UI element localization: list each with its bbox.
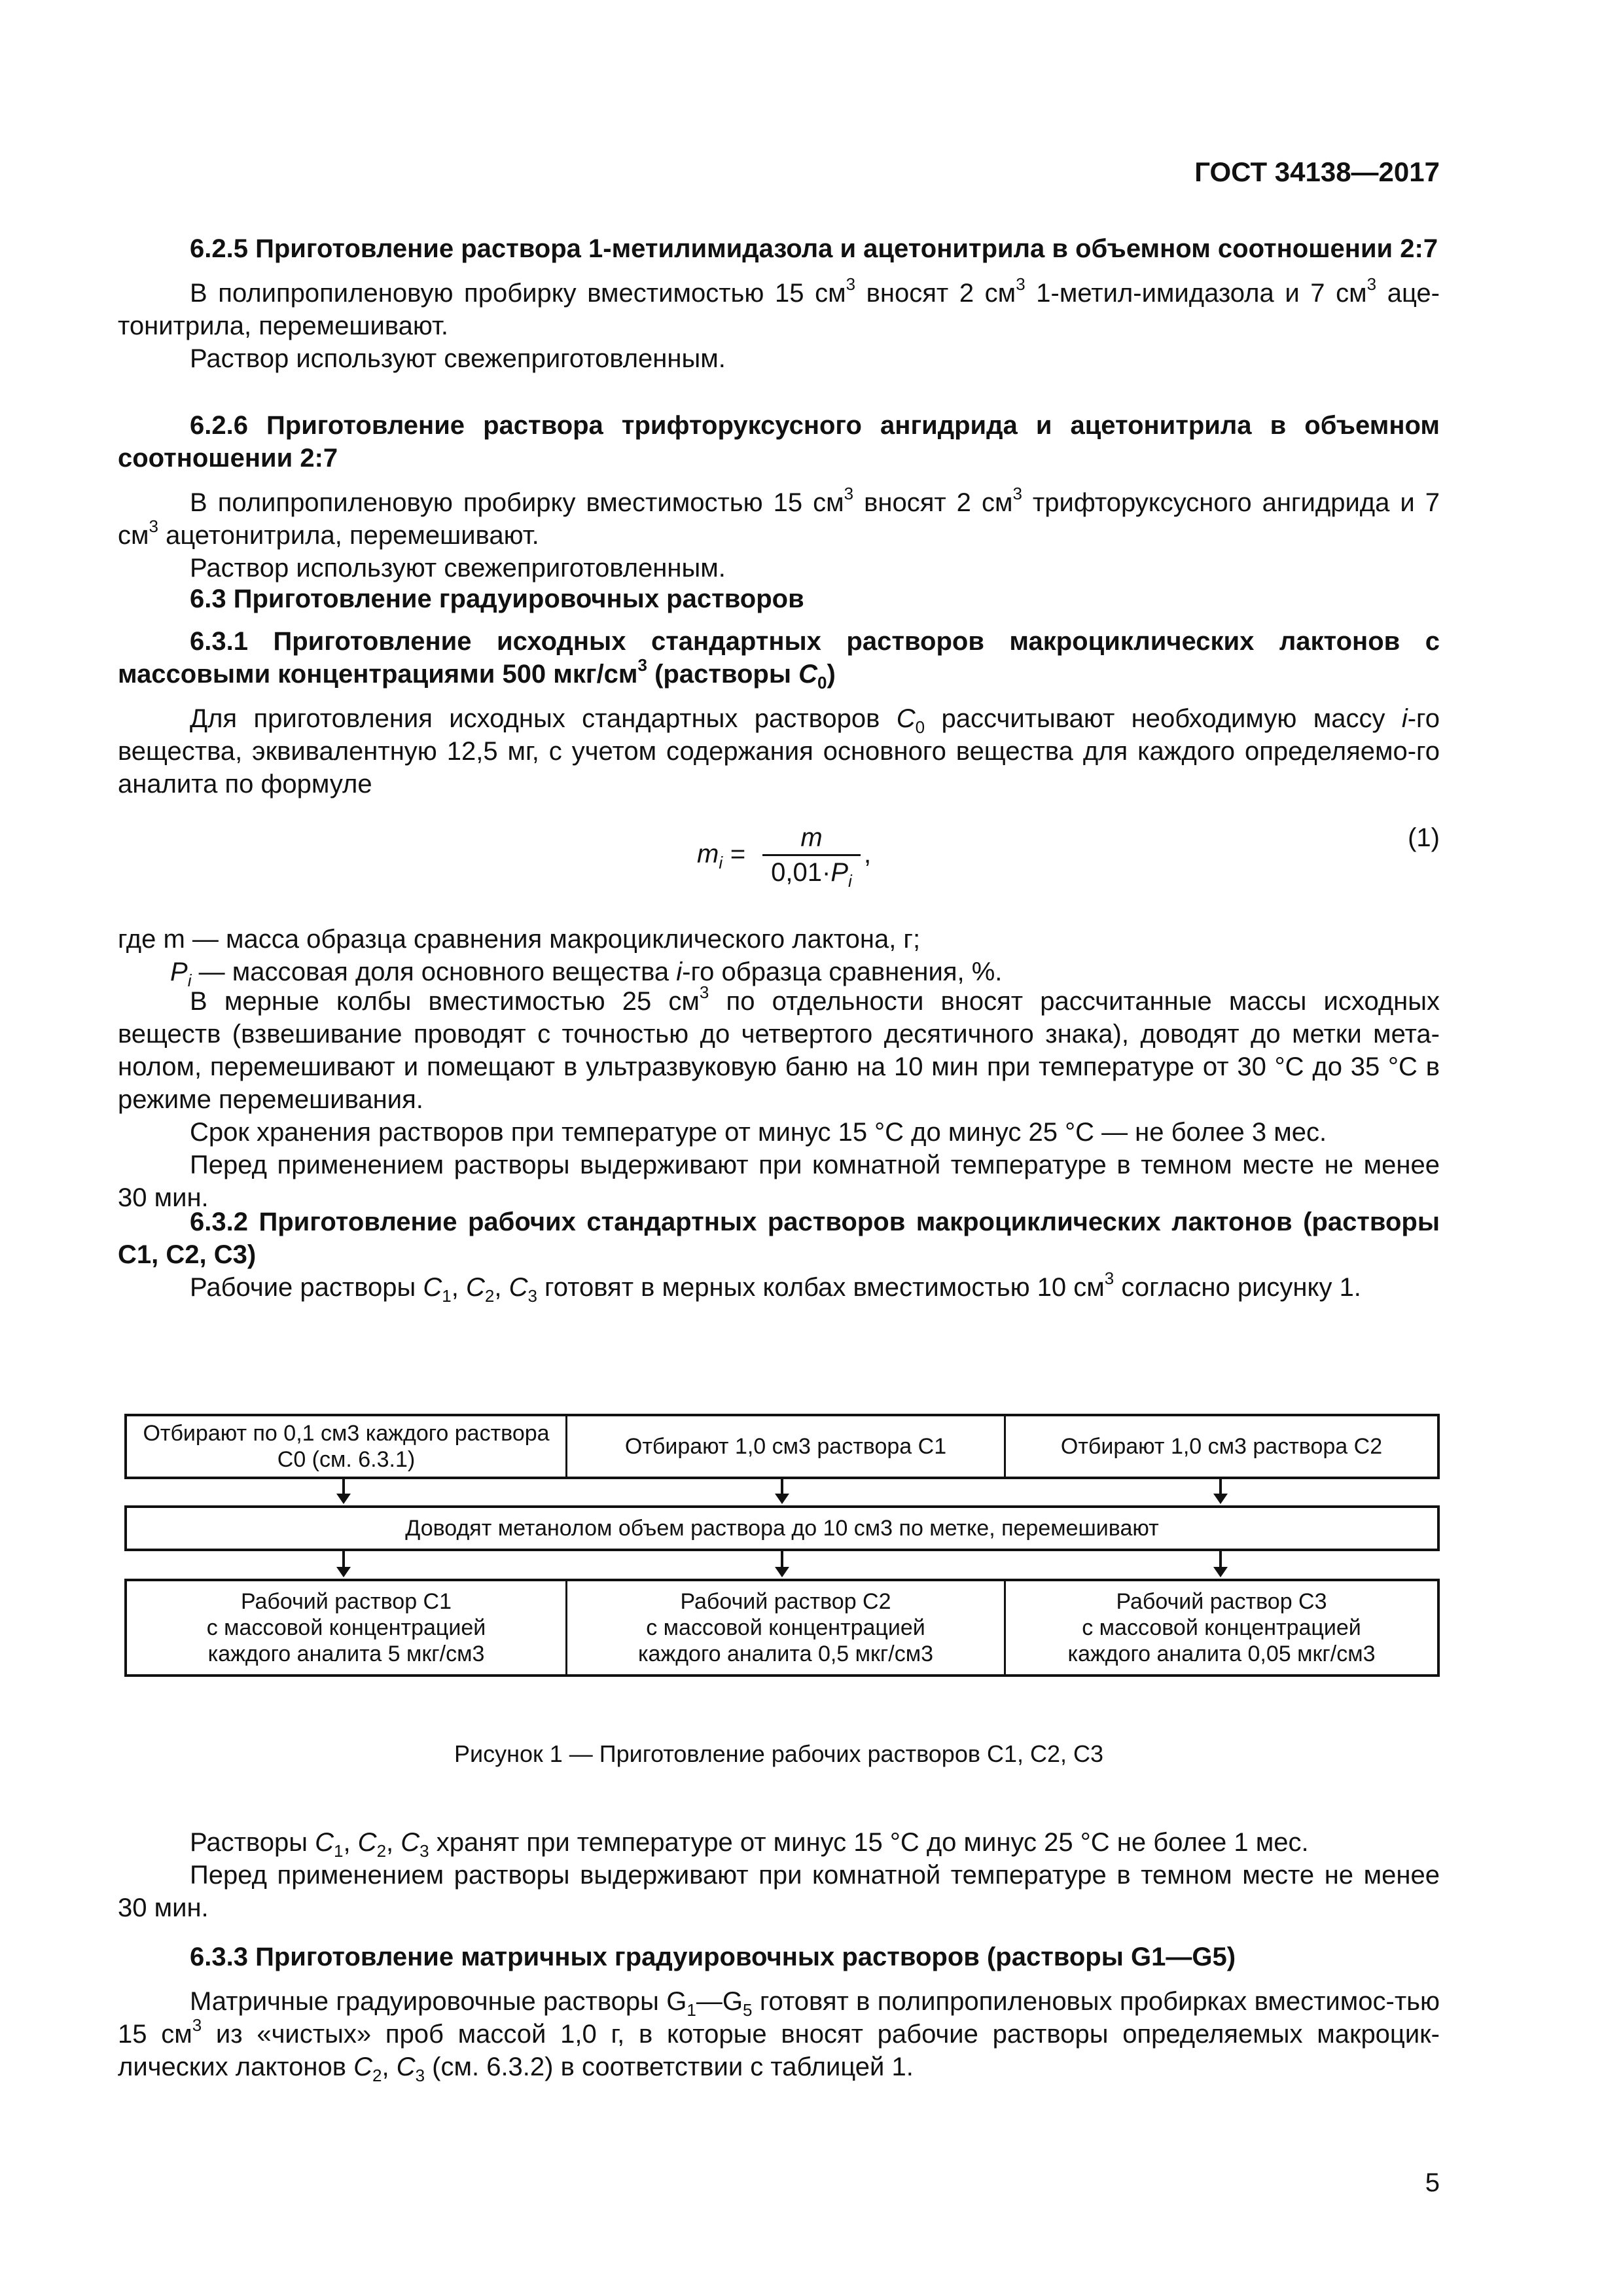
section-6-3-2 — [118, 1206, 1440, 1304]
figure-1-flowchart — [124, 1414, 1440, 1689]
arrow-down — [1219, 1479, 1222, 1496]
section-6-3-1-before-use: Перед применением растворы выдерживают при комнатной температуре в темном месте не менее 30 мин. — [118, 1151, 1440, 1212]
arrow-down — [781, 1551, 783, 1570]
formula-fraction: m $0,01\cdot P_i$ — [762, 821, 861, 889]
arrow-down — [342, 1479, 345, 1496]
section-6-3-1-intro: Для приготовления исходных стандартных растворов $C_0$ рассчитывают необходимую массу i-го вещества, эквивалентную 12,5 мг, с учетом содержания основного вещества для каждого определяемо-го аналита по формуле — [118, 704, 1440, 798]
section-6-3-3-title: 6.3.3 Приготовление матричных градуировочных растворов (растворы G1—G5) — [190, 1943, 1236, 1971]
arrow-down — [342, 1551, 345, 1570]
section-6-2-6-title: 6.2.6 Приготовление раствора трифторуксусного ангидрида и ацетонитрила в объемном соотношении 2:7 — [118, 411, 1440, 473]
take-c2-box: Отбирают 1,0 см3 раствора C2 — [1004, 1416, 1437, 1477]
figure-caption: Рисунок 1 — Приготовление рабочих растворов C1, C2, C3 — [454, 1740, 1104, 1767]
before-use-note: Перед применением растворы выдерживают при комнатной температуре в темном месте не менее 30 мин. — [118, 1861, 1440, 1922]
arrow-down — [1219, 1551, 1222, 1570]
row-take-aliquots — [124, 1414, 1440, 1479]
section-6-2-5-note: Раствор используют свежеприготовленным. — [190, 344, 726, 373]
section-6-2-6-note: Раствор используют свежеприготовленным. — [190, 554, 726, 583]
section-6-2-6-text: В полипропиленовую пробирку вместимостью 15 $см^3$ вносят 2 $см^3$ трифторуксусного ангидрида и 7 $см^3$ ацетонитрила, перемешивают. — [118, 483, 1440, 550]
formula-lhs: $m_i$ = — [697, 840, 745, 872]
section-6-3-1-flasks: В мерные колбы вместимостью 25 $см^3$ по отдельности вносят рассчитанные массы исходных веществ (взвешивание проводят с точностью до четвертого десятичного знака), доводят до метки мета-нолом, перемешивают и помещают в ультразвуковую баню на 10 мин при температуре от 30 °С до 35 °С в режиме перемешивания. — [118, 982, 1440, 1114]
take-c1-box: Отбирают 1,0 см3 раствора C1 — [565, 1416, 1004, 1477]
document-code: ГОСТ 34138—2017 — [1194, 156, 1440, 187]
section-6-3-1-title: 6.3.1 Приготовление исходных стандартных растворов макроциклических лактонов с массовыми концентрациями 500 мкг/$см^3$ (растворы $C_0$) — [118, 627, 1440, 692]
section-6-2-5-text: В полипропиленовую пробирку вместимостью 15 $см^3$ вносят 2 $см^3$ 1-метил-имидазола и 7 $см^3$ аце-тонитрила, перемешивают. — [118, 274, 1440, 340]
section-6-3-1 — [118, 625, 1440, 800]
arrow-down — [781, 1479, 783, 1496]
legend-m: где m — масса образца сравнения макроциклического лактона, г; — [118, 925, 921, 954]
section-6-3-title: 6.3 Приготовление градуировочных растворов — [190, 584, 804, 613]
dilute-methanol-box: Доводят метанолом объем раствора до 10 см3 по метке, перемешивают — [124, 1505, 1440, 1551]
document-page: ГОСТ 34138—2017 6.2.5 Приготовление раствора 1-метилимидазола и ацетонитрила в объемном соотношении 2:7 В полипропиленовую пробирку вместимостью 15 $см^3$ вносят 2 $см^3$ 1-метил-имидазола и 7 $см^3$ аце-тонитрила, перемешивают. Раствор используют свежеприготовленным. 6.2.6 Приготовление раствора трифторуксусного ангидрида и ацетонитрила в объемном соотношении 2:7 В полипропиленовую пробирку вместимостью 15 $см^3$ вносят 2 $см^3$ трифторуксусного ангидрида и 7 $см^3$ ацетонитрила, перемешивают. Раствор используют свежеприготовленным. 6.3 Приготовление градуировочных растворов 6.3.1 Приготовление исходных стандартных растворов макроциклических лактонов с массовыми концентрациями 500 мкг/$см^3$ (растворы $C_0$) Для приготовления исходных стандартных растворов $C_0$ рассчитывают необходимую массу i-го вещества, эквивалентную 12,5 мг, с учетом содержания основного вещества для каждого определяемо-го аналита по формуле $m_i$ = m $0,01\cdot P_i$ , (1) где m — масса образца сравнения макроциклического лактона, г; $P_i$ — массовая доля основного вещества i-го образца сравнения, %. В мерные колбы вместимостью 25 $см^3$ по отдельности вносят рассчитанные массы исходных веществ (взвешивание проводят с точностью до четвертого десятичного знака), доводят до метки мета-нолом, перемешивают и помещают в ультразвуковую баню на 10 мин при температуре от 30 °С до 35 °С в режиме перемешивания. Срок хранения растворов при температуре от минус 15 °С до минус 25 °С — не более 3 мес. Перед применением растворы выдерживают при комнатной температуре в темном месте не менее 30 мин. 6.3.2 Приготовление рабочих стандартных растворов макроциклических лактонов (растворы C1, C2, C3) Рабочие растворы $C_1$, $C_2$, $C_3$ готовят в мерных колбах вместимостью 10 $см^3$ согласно рисунку 1. Отбирают по 0,1 см3 каждого раствора C0 (см. 6.3.1) Отбирают 1,0 см3 раствора C1 Отбирают 1,0 см3 раствора C2 Доводят метанолом объем раствора до 10 см3 по метке, перемешивают Рабочий раствор C1 с массовой концентрацией каждого аналита 5 мкг/см3 Рабочий раствор C2 с массовой концентрацией каждого аналита 0,5 мкг/см3 Рабочий раствор C3 с массовой концентрацией каждого аналита 0,05 мкг/см3 Рисунок 1 — Приготовление рабочих растворов C1, C2, C3 Растворы $C_1$, $C_2$, $C_3$ хранят при температуре от минус 15 °С до минус 25 °С не более 1 мес. Перед применением растворы выдерживают при комнатной температуре в темном месте не менее 30 мин. 6.3.3 Приготовление матричных градуировочных растворов (растворы G1—G5) Матричные градуировочные растворы $G_1—G_5$ готовят в полипропиленовых пробирках вместимос-тью 15 $см^3$ из «чистых» проб массой 1,0 г, в которые вносят рабочие растворы определяемых макроцик-лических лактонов $C_2$, $C_3$ (см. 6.3.2) в соответствии с таблицей 1. 5 — [118, 0, 1440, 2296]
row-working-solutions — [124, 1579, 1440, 1677]
section-6-3 — [118, 583, 1440, 615]
section-6-2-5-title: 6.2.5 Приготовление раствора 1-метилимидазола и ацетонитрила в объемном соотношении 2:7 — [190, 234, 1438, 263]
storage-paragraphs — [118, 1826, 1440, 1924]
section-6-3-2-text: Рабочие растворы $C_1$, $C_2$, $C_3$ готовят в мерных колбах вместимостью 10 $см^3$ согласно рисунку 1. — [190, 1268, 1361, 1306]
section-6-3-3 — [118, 1941, 1440, 2083]
section-6-2-6 — [118, 409, 1440, 584]
working-solution-c3: Рабочий раствор C3 с массовой концентрацией каждого аналита 0,05 мкг/см3 — [1004, 1581, 1437, 1674]
storage-c1-c3: Растворы $C_1$, $C_2$, $C_3$ хранят при температуре от минус 15 °С до минус 25 °С не более 1 мес. — [190, 1828, 1309, 1861]
formula-legend — [118, 923, 1440, 988]
page-number: 5 — [1425, 2168, 1440, 2197]
section-6-3-3-text: Матричные градуировочные растворы $G_1—G_5$ готовят в полипропиленовых пробирках вместимос-тью 15 $см^3$ из «чистых» проб массой 1,0 г, в которые вносят рабочие растворы определяемых макроцик-лических лактонов $C_2$, $C_3$ (см. 6.3.2) в соответствии с таблицей 1. — [118, 1987, 1440, 2085]
legend-p: $P_i$ — массовая доля основного вещества i-го образца сравнения, %. — [170, 958, 1003, 990]
section-6-2-5 — [118, 232, 1440, 375]
take-c0-box: Отбирают по 0,1 см3 каждого раствора C0 (см. 6.3.1) — [143, 1421, 550, 1472]
section-6-3-1-storage: Срок хранения растворов при температуре от минус 15 °С до минус 25 °С — не более 3 мес. — [190, 1118, 1327, 1147]
equation-number: (1) — [1408, 823, 1440, 852]
working-solution-c2: Рабочий раствор C2 с массовой концентрацией каждого аналита 0,5 мкг/см3 — [565, 1581, 1004, 1674]
section-6-3-1-body — [118, 982, 1440, 1214]
working-solution-c1: Рабочий раствор C1 с массовой концентрацией каждого аналита 5 мкг/см3 — [206, 1589, 486, 1666]
section-6-3-2-title: 6.3.2 Приготовление рабочих стандартных растворов макроциклических лактонов (растворы C1, C2, C3) — [118, 1208, 1440, 1269]
